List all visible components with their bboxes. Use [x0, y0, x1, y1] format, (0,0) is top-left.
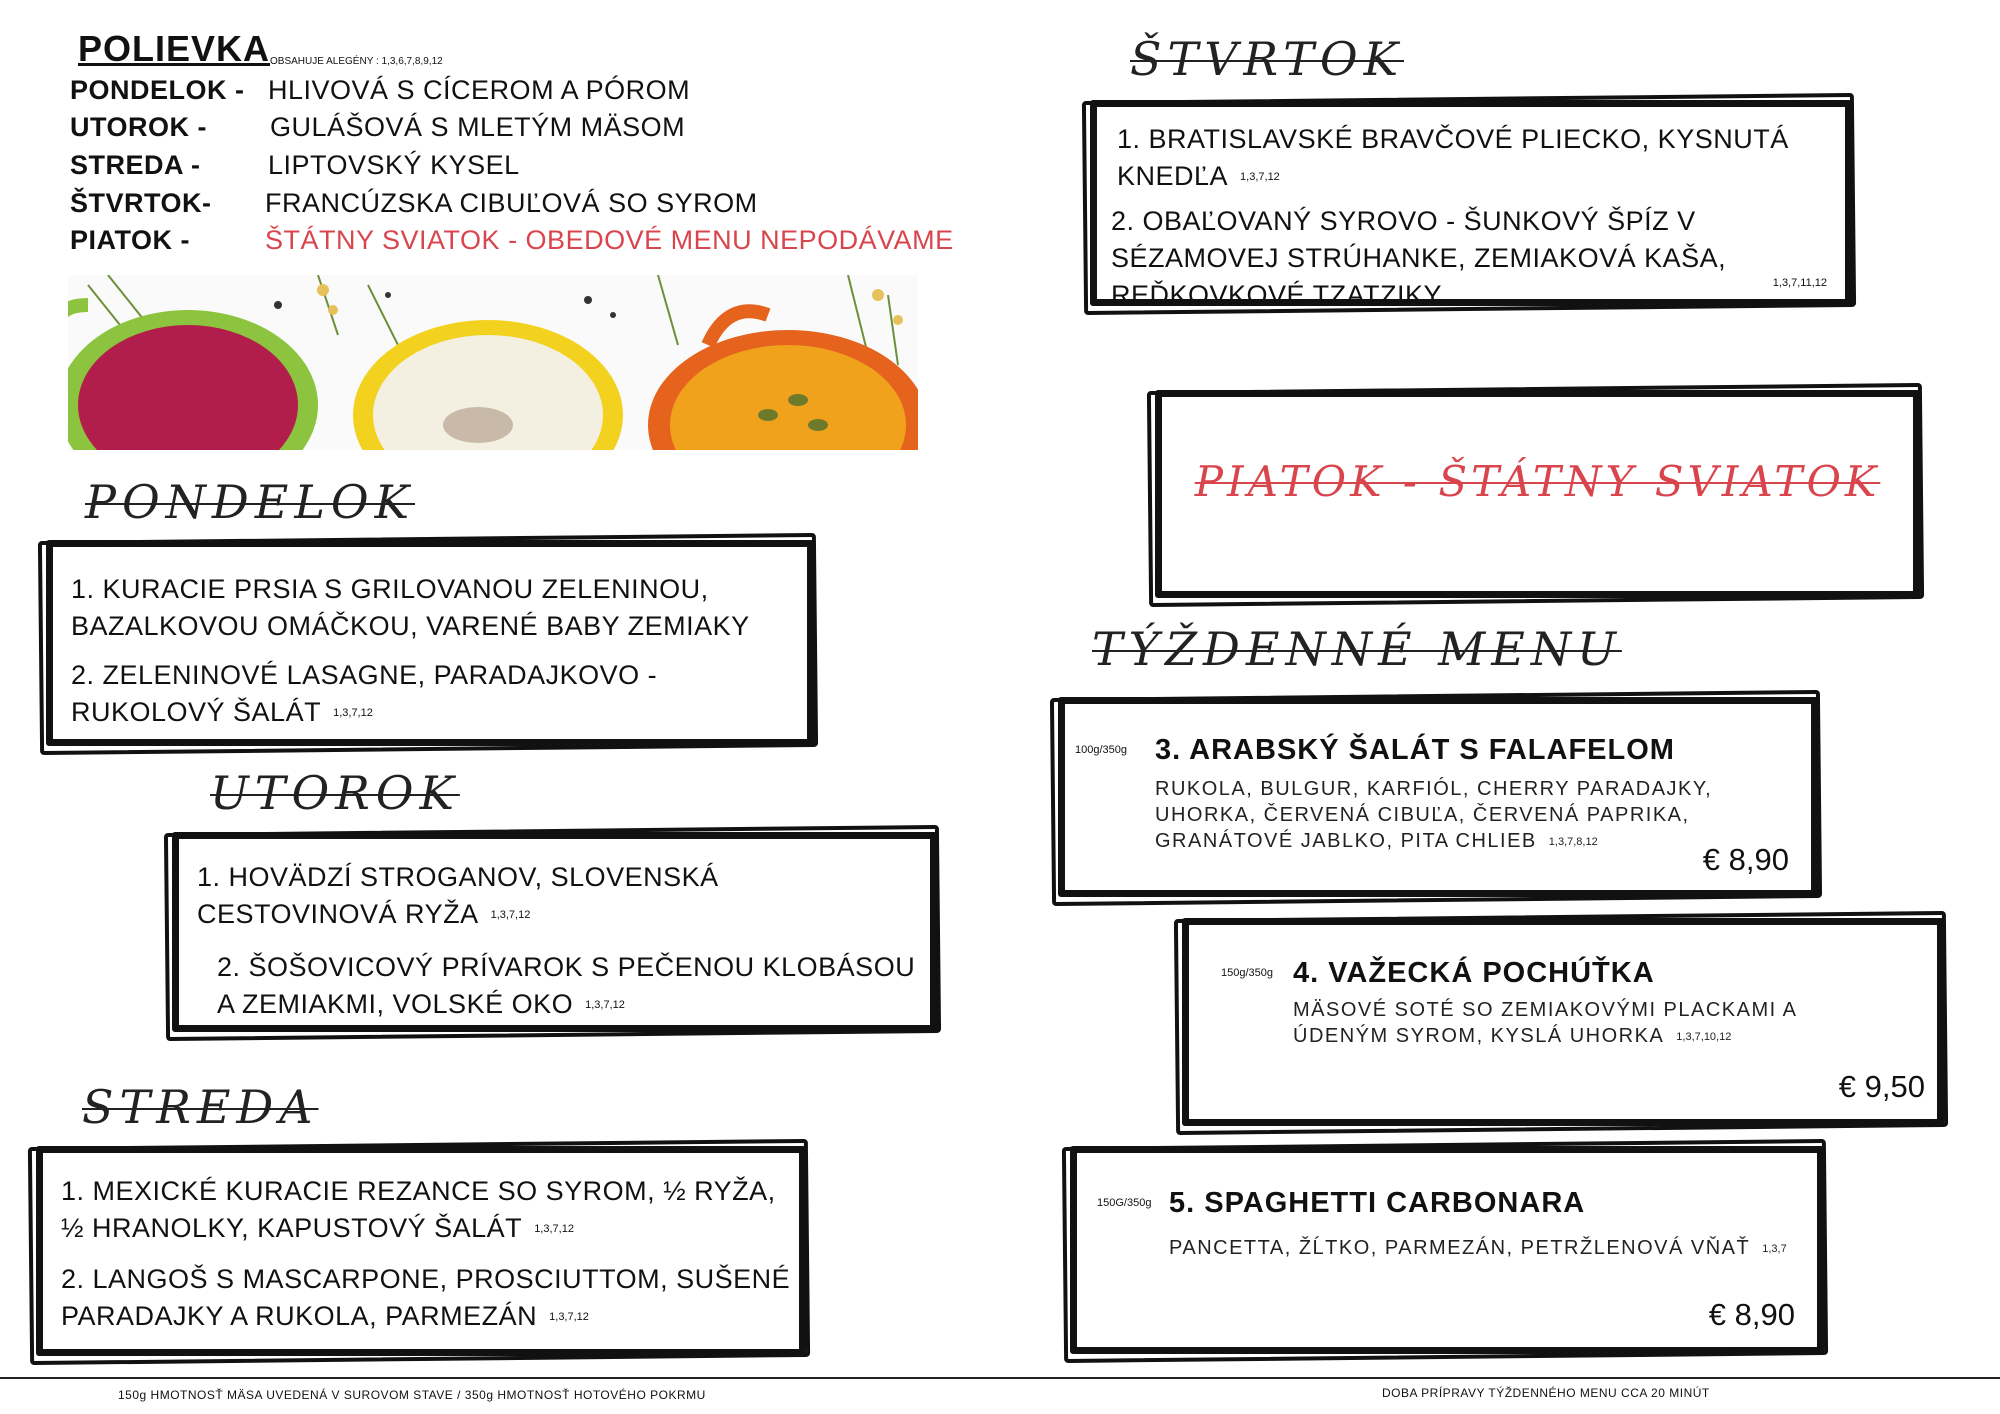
weekly-item-desc-text: RUKOLA, BULGUR, KARFIÓL, CHERRY PARADAJKY, UHORKA, ČERVENÁ CIBUĽA, ČERVENÁ PAPRIKA, GRANÁTOVÉ JABLKO, PITA CHLIEB	[1155, 778, 1713, 852]
wednesday-item-1-text: 1. MEXICKÉ KURACIE REZANCE SO SYROM, ½ RYŽA, ½ HRANOLKY, KAPUSTOVÝ ŠALÁT	[61, 1176, 776, 1243]
weekly-item-title: 3. ARABSKÝ ŠALÁT S FALAFELOM	[1155, 734, 1675, 766]
thursday-box	[1090, 100, 1852, 310]
soup-day: PIATOK -	[70, 225, 191, 255]
price: € 9,50	[1838, 1069, 1925, 1104]
weekly-item-desc	[1293, 997, 1893, 1050]
soup-dish-holiday: ŠTÁTNY SVIATOK - OBEDOVÉ MENU NEPODÁVAME	[265, 225, 954, 255]
friday-box	[1155, 390, 1920, 598]
allergens: 1,3,7,11,12	[1772, 277, 1827, 289]
soup-dish: FRANCÚZSKA CIBUĽOVÁ SO SYROM	[265, 188, 758, 218]
wednesday-item-2	[61, 1261, 801, 1336]
allergens: 1,3,7,12	[585, 999, 625, 1012]
soup-dish: GULÁŠOVÁ S MLETÝM MÄSOM	[270, 112, 686, 142]
allergens: 1,3,7,8,12	[1548, 835, 1598, 848]
soup-dish: HLIVOVÁ S CÍCEROM A PÓROM	[268, 75, 691, 105]
allergens: 1,3,7,10,12	[1676, 1030, 1732, 1043]
wednesday-item-2-text: 2. LANGOŠ S MASCARPONE, PROSCIUTTOM, SUŠENÉ PARADAJKY A RUKOLA, PARMEZÁN	[61, 1264, 791, 1331]
weekly-item-5-box	[1070, 1146, 1824, 1354]
monday-box	[46, 540, 814, 746]
thursday-item-1	[1117, 121, 1817, 196]
friday-holiday-text: PIATOK - ŠTÁTNY SVIATOK	[1194, 457, 1881, 506]
weekly-item-desc	[1169, 1235, 1789, 1262]
weekly-item-title: 5. SPAGHETTI CARBONARA	[1169, 1187, 1586, 1219]
monday-item-2	[71, 657, 801, 732]
soup-title: POLIEVKA	[78, 28, 271, 69]
soup-dish: LIPTOVSKÝ KYSEL	[268, 150, 520, 180]
weight: 150g/350g	[1221, 967, 1273, 979]
heading-wednesday: STREDA	[82, 1080, 319, 1134]
allergens: 1,3,7,12	[490, 909, 531, 922]
thursday-item-1-text: 1. BRATISLAVSKÉ BRAVČOVÉ PLIECKO, KYSNUTÁ KNEDĽA	[1117, 124, 1789, 191]
thursday-item-2	[1111, 203, 1831, 314]
soup-image	[68, 275, 918, 450]
soup-day: STREDA -	[70, 150, 201, 180]
heading-weekly: TÝŽDENNÉ MENU	[1092, 622, 1622, 676]
price: € 8,90	[1702, 842, 1789, 877]
tuesday-item-2	[217, 949, 917, 1024]
price: € 8,90	[1708, 1297, 1795, 1332]
allergens: 1,3,7,12	[333, 707, 373, 720]
weekly-item-title: 4. VAŽECKÁ POCHÚŤKA	[1293, 957, 1655, 989]
soup-day: ŠTVRTOK-	[70, 188, 212, 218]
monday-item-1: 1. KURACIE PRSIA S GRILOVANOU ZELENINOU, BAZALKOVOU OMÁČKOU, VARENÉ BABY ZEMIAKY	[71, 574, 750, 641]
wednesday-box	[36, 1146, 806, 1356]
tuesday-item-1-text: 1. HOVÄDZÍ STROGANOV, SLOVENSKÁ CESTOVINOVÁ RYŽA	[197, 862, 719, 929]
allergens: 1,3,7,12	[549, 1311, 589, 1324]
footer-divider	[0, 1377, 2000, 1379]
soup-day: UTOROK -	[70, 112, 207, 142]
soup-allergens: OBSAHUJE ALEGÉNY : 1,3,6,7,8,9,12	[270, 56, 443, 67]
wednesday-item-1	[61, 1173, 791, 1248]
heading-tuesday: UTOROK	[210, 766, 460, 820]
weekly-item-4-box	[1182, 918, 1944, 1126]
allergens: 1,3,7,12	[1240, 171, 1280, 184]
soup-day: PONDELOK -	[70, 75, 245, 105]
heading-monday: PONDELOK	[85, 475, 415, 529]
tuesday-box	[172, 832, 937, 1032]
weight: 150G/350g	[1097, 1197, 1152, 1209]
weekly-item-3-box	[1058, 697, 1818, 897]
weekly-item-desc	[1155, 776, 1715, 855]
heading-thursday: ŠTVRTOK	[1130, 32, 1404, 86]
footer-note-preparation: DOBA PRÍPRAVY TÝŽDENNÉHO MENU CCA 20 MINÚT	[1382, 1386, 1710, 1400]
allergens: 1,3,7,12	[534, 1223, 574, 1236]
weight: 100g/350g	[1075, 744, 1127, 756]
tuesday-item-2-text: 2. ŠOŠOVICOVÝ PRÍVAROK S PEČENOU KLOBÁSOU A ZEMIAKMI, VOLSKÉ OKO	[217, 952, 916, 1019]
tuesday-item-1	[197, 859, 917, 934]
allergens: 1,3,7	[1762, 1242, 1787, 1255]
weekly-item-desc-text: PANCETTA, ŽĹTKO, PARMEZÁN, PETRŽLENOVÁ VŇAŤ	[1169, 1237, 1751, 1259]
footer-note-weight: 150g HMOTNOSŤ MÄSA UVEDENÁ V SUROVOM STAVE / 350g HMOTNOSŤ HOTOVÉHO POKRMU	[118, 1388, 706, 1402]
weekly-item-desc-text: MÄSOVÉ SOTÉ SO ZEMIAKOVÝMI PLACKAMI A ÚDENÝM SYROM, KYSLÁ UHORKA	[1293, 999, 1797, 1047]
thursday-item-2-text: 2. OBAĽOVANÝ SYROVO - ŠUNKOVÝ ŠPÍZ V SÉZAMOVEJ STRÚHANKE, ZEMIAKOVÁ KAŠA, REĎKOVKOVÉ TZATZIKY	[1111, 206, 1727, 310]
monday-item-2-text: 2. ZELENINOVÉ LASAGNE, PARADAJKOVO - RUKOLOVÝ ŠALÁT	[71, 660, 658, 727]
